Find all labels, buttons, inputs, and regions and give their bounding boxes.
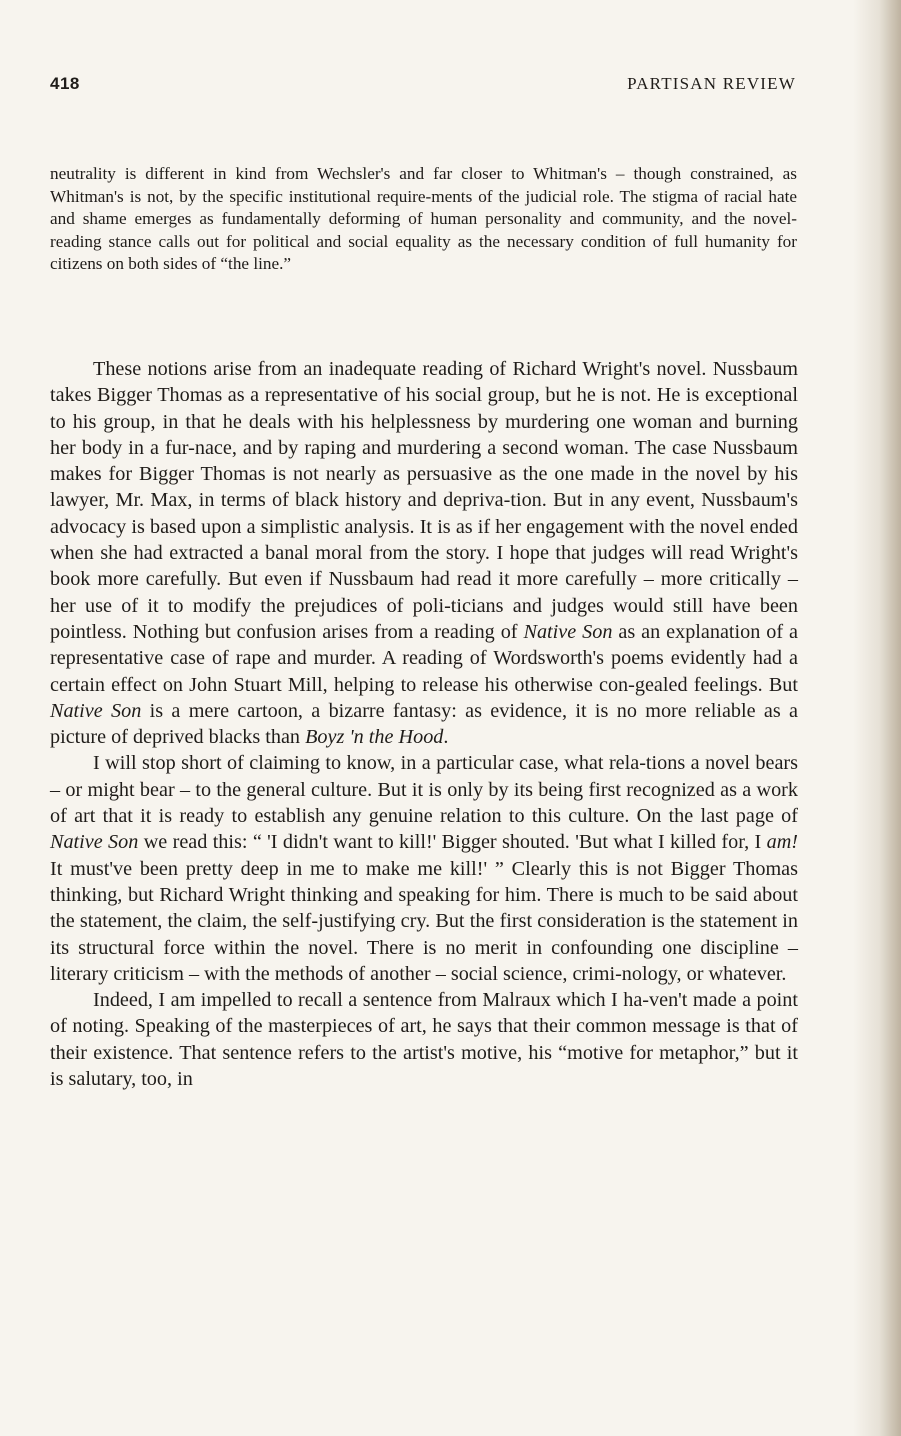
paragraph-3-text-1: Indeed, I am impelled to recall a sentence from Malraux which I ha-ven't made a point of noting. Speaking of the masterpieces of art, he says that their common message is that of their existence. That sentence refers to the artist's motive, his “motive for metaphor,” but it is salutary, too, in	[50, 989, 798, 1091]
paragraph-3	[50, 987, 798, 1092]
block-quote-text: neutrality is different in kind from Wechsler's and far closer to Whitman's – though constrained, as Whitman's is not, by the specific institutional require-ments of the judicial role. The stigma of racial hate and shame emerges as fundamentally deforming of human personality and community, and the novel-reading stance calls out for political and social equality as the necessary condition of full humanity for citizens on both sides of “the line.”	[50, 164, 797, 274]
title-boyz-n-the-hood: Boyz 'n the Hood	[305, 726, 444, 749]
paragraph-2-text-3: It must've been pretty deep in me to make me kill!' ” Clearly this is not Bigger Thomas thinking, but Richard Wright thinking and speaking for him. There is much to be said about the statement, the claim, the self-justifying cry. But the first consideration is the statement in its structural force within the novel. There is no merit in confounding one discipline – literary criticism – with the methods of another – social science, crimi-nology, or whatever.	[50, 857, 798, 985]
title-native-son: Native Son	[50, 699, 142, 722]
paragraph-1-text-1: These notions arise from an inadequate reading of Richard Wright's novel. Nussbaum takes Bigger Thomas as a representative of his social group, but he is not. He is exceptional to his group, in that he deals with his helplessness by murdering one woman and burning her body in a fur-nace, and by raping and murdering a second woman. The case Nussbaum makes for Bigger Thomas is not nearly as persuasive as the one made in the novel by his lawyer, Mr. Max, in terms of black history and depriva-tion. But in any event, Nussbaum's advocacy is based upon a simplistic analysis. It is as if her engagement with the novel ended when she had extracted a banal moral from the story. I hope that judges will read Wright's book more carefully. But even if Nussbaum had read it more carefully – more critically – her use of it to modify the prejudices of poli-ticians and judges would still have been pointless. Nothing but confusion arises from a reading of	[50, 358, 798, 643]
page-number: 418	[50, 74, 80, 93]
paragraph-1	[50, 356, 798, 750]
page-header	[50, 74, 796, 104]
paragraph-1-text-4: .	[443, 726, 449, 749]
body-text	[50, 356, 798, 1092]
paragraph-1-text-2: as an explanation of a representative case of rape and murder. A reading of Wordsworth's poems evidently had a certain effect on John Stuart Mill, helping to release his otherwise con-gealed feelings. But	[50, 620, 798, 696]
title-native-son: Native Son	[50, 831, 139, 854]
block-quote	[50, 163, 797, 276]
emphasis-am: am!	[766, 831, 798, 854]
paragraph-2-text-2: we read this: “ 'I didn't want to kill!' Bigger shouted. 'But what I killed for, I	[138, 831, 767, 854]
title-native-son: Native Son	[523, 620, 613, 643]
page-edge-shadow	[853, 0, 901, 1436]
running-head: PARTISAN REVIEW	[627, 74, 796, 93]
paragraph-2	[50, 750, 798, 987]
paragraph-2-text-1: I will stop short of claiming to know, in a particular case, what rela-tions a novel bears – or might bear – to the general culture. But it is only by its being first recognized as a work of art that it is ready to establish any genuine relation to this culture. On the last page of	[50, 752, 798, 828]
paragraph-1-text-3: is a mere cartoon, a bizarre fantasy: as evidence, it is no more reliable as a picture of deprived blacks than	[50, 699, 798, 749]
